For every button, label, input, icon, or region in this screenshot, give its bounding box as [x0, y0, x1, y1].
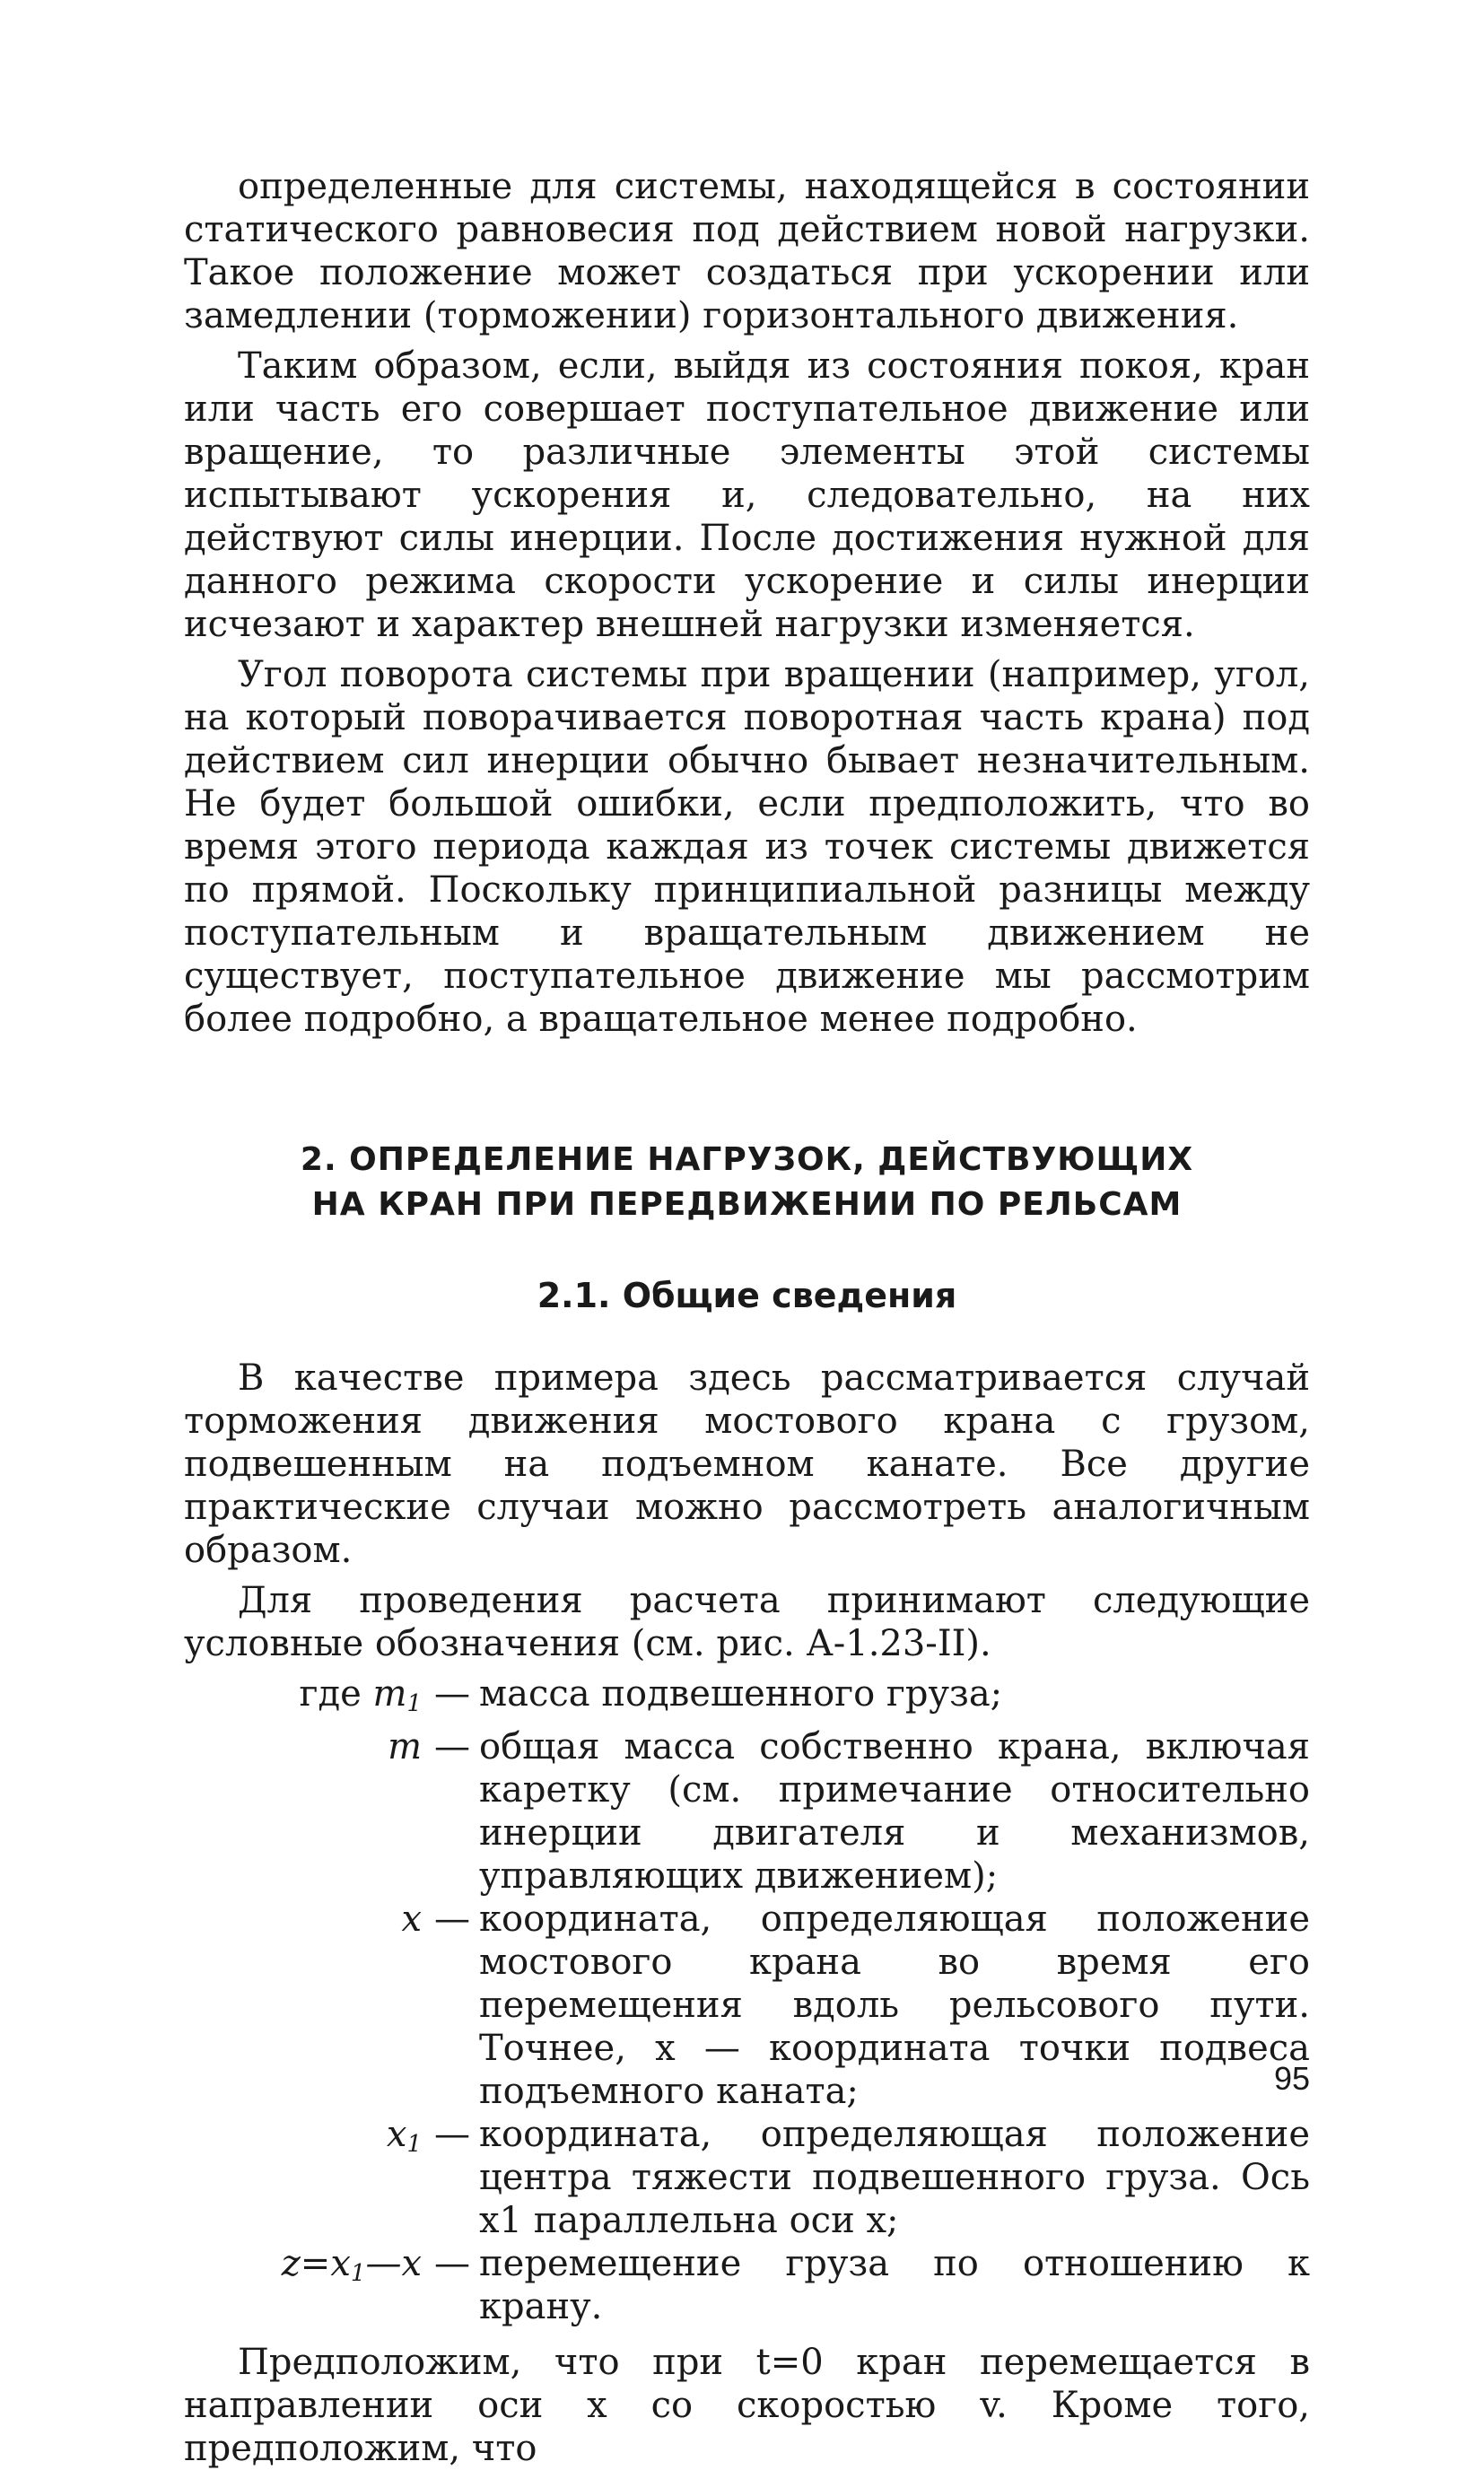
notation-dash: —	[434, 2114, 470, 2155]
notation-dash: —	[434, 1673, 470, 1715]
notation-text: координата, определяющая положение центра тяжести подвешенного груза. Ось x1 параллельна оси x;	[479, 2114, 1310, 2241]
notation-text: перемещение груза по отношению к крану.	[479, 2243, 1310, 2327]
paragraph-6: Предположим, что при t=0 кран перемещается в направлении оси x со скоростью v. Кроме того, предположим, что	[184, 2342, 1310, 2469]
notation-symbol: x	[401, 1898, 422, 1940]
notation-row	[184, 1725, 1310, 1898]
section-heading-line-1: 2. ОПРЕДЕЛЕНИЕ НАГРУЗОК, ДЕЙСТВУЮЩИХ	[300, 1141, 1194, 1178]
notation-text: масса подвешенного груза;	[479, 1673, 1003, 1715]
paragraph-2: Таким образом, если, выйдя из состояния покоя, кран или часть его совершает поступательное движение или вращение, то различные элементы этой системы испытывают ускорения и, следовательно, на них действуют силы инерции. После достижения нужной для данного режима скорости ускорение и силы инерции исчезают и характер внешней нагрузки изменяется.	[184, 345, 1310, 645]
notation-dash: —	[434, 1726, 470, 1767]
section-spacer	[184, 1048, 1310, 1138]
notation-row	[184, 2242, 1310, 2328]
notation-symbol: m	[388, 1726, 422, 1767]
paragraph-3: Угол поворота системы при вращении (например, угол, на который поворачивается поворотная часть крана) под действием сил инерции обычно бывает незначительным. Не будет большой ошибки, если предположить, что во время этого периода каждая из точек системы движется по прямой. Поскольку принципиальной разницы между поступательным и вращательным движением не существует, поступательное движение мы рассмотрим более подробно, а вращательное менее подробно.	[184, 654, 1310, 1040]
page-number: 95	[1273, 2060, 1310, 2097]
notation-dash: —	[434, 1898, 470, 1940]
notation-dash: —	[434, 2243, 470, 2284]
section-heading	[184, 1138, 1310, 1227]
subsection-heading: 2.1. Общие сведения	[537, 1276, 957, 1315]
paragraph-5: Для проведения расчета принимают следующие условные обозначения (см. рис. А-1.23-II).	[184, 1580, 1310, 1664]
paragraph-1: определенные для системы, находящейся в состоянии статического равновесия под действием новой нагрузки. Такое положение может создаться при ускорении или замедлении (торможении) горизонтального движения.	[184, 166, 1310, 336]
notation-row	[184, 1672, 1310, 1725]
notation-list	[184, 1672, 1310, 2328]
notation-symbol: $x_1$	[386, 2114, 422, 2158]
notation-symbol: $z=x_1—x$	[281, 2243, 422, 2287]
notation-symbol: где $m_1$	[299, 1673, 422, 1717]
section-heading-line-2: НА КРАН ПРИ ПЕРЕДВИЖЕНИИ ПО РЕЛЬСАМ	[311, 1186, 1183, 1223]
notation-text: общая масса собственно крана, включая каретку (см. примечание относительно инерции двигателя и механизмов, управляющих движением);	[479, 1726, 1310, 1897]
notation-row	[184, 2113, 1310, 2242]
paragraph-4: В качестве примера здесь рассматривается случай торможения движения мостового крана с грузом, подвешенным на подъемном канате. Все другие практические случаи можно рассмотреть аналогичным образом.	[184, 1357, 1310, 1571]
notation-row	[184, 1898, 1310, 2113]
notation-text: координата, определяющая положение мостового крана во время его перемещения вдоль рельсового пути. Точнее, x — координата точки подвеса подъемного каната;	[479, 1898, 1310, 2112]
